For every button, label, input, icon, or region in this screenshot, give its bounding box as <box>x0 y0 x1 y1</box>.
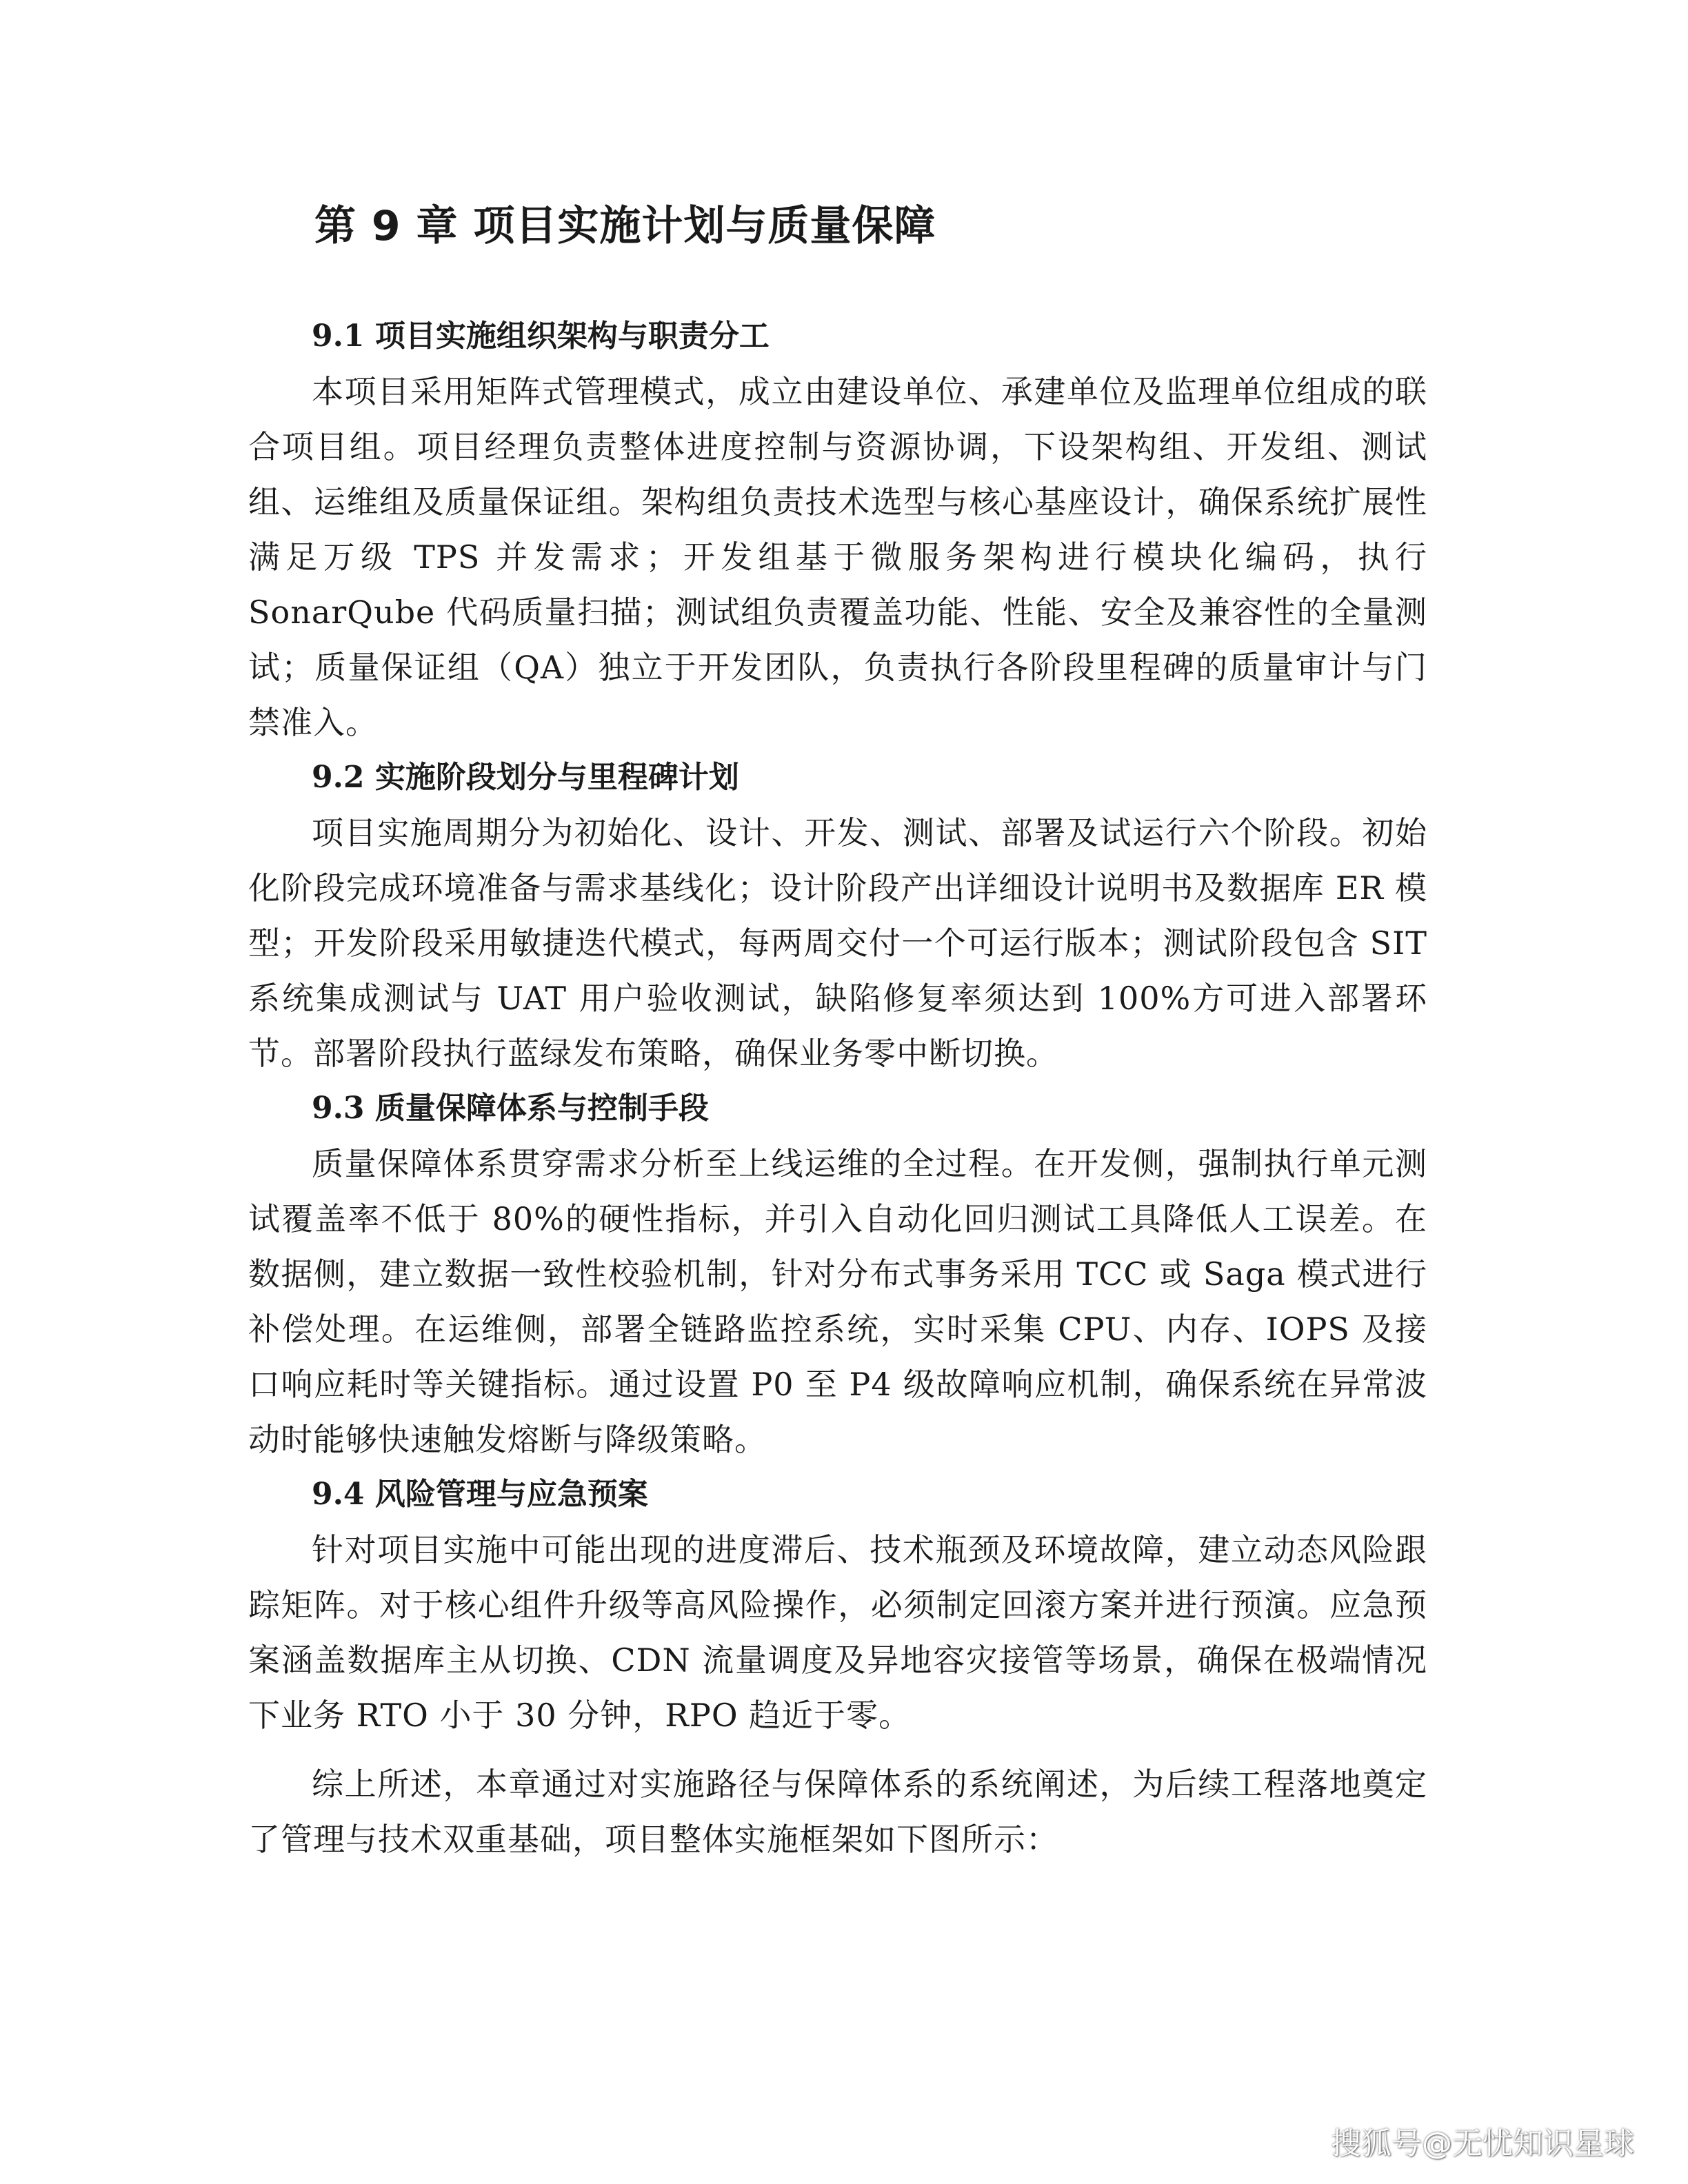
watermark-text: 搜狐号@无忧知识星球 <box>1331 2126 1634 2161</box>
section-heading: 9.3 质量保障体系与控制手段 <box>312 1091 709 1126</box>
section-9-3 <box>248 1081 1427 1467</box>
section-9-4 <box>248 1467 1427 1743</box>
section-paragraph: 针对项目实施中可能出现的进度滞后、技术瓶颈及环境故障，建立动态风险跟踪矩阵。对于核心组件升级等高风险操作，必须制定回滚方案并进行预演。应急预案涵盖数据库主从切换、CDN 流量调度及异地容灾接管等场景，确保在极端情况下业务 RTO 小于 30 分钟，RPO 趋近于零。 <box>248 1531 1427 1734</box>
spacer <box>248 1743 1427 1757</box>
section-heading: 9.1 项目实施组织架构与职责分工 <box>312 318 770 354</box>
section-paragraph: 质量保障体系贯穿需求分析至上线运维的全过程。在开发侧，强制执行单元测试覆盖率不低于 80%的硬性指标，并引入自动化回归测试工具降低人工误差。在数据侧，建立数据一致性校验机制，针对分布式事务采用 TCC 或 Saga 模式进行补偿处理。在运维侧，部署全链路监控系统，实时采集 CPU、内存、IOPS 及接口响应耗时等关键指标。通过设置 P0 至 P4 级故障响应机制，确保系统在异常波动时能够快速触发熔断与降级策略。 <box>248 1145 1427 1458</box>
section-paragraph: 本项目采用矩阵式管理模式，成立由建设单位、承建单位及监理单位组成的联合项目组。项目经理负责整体进度控制与资源协调，下设架构组、开发组、测试组、运维组及质量保证组。架构组负责技术选型与核心基座设计，确保系统扩展性满足万级 TPS 并发需求；开发组基于微服务架构进行模块化编码，执行 SonarQube 代码质量扫描；测试组负责覆盖功能、性能、安全及兼容性的全量测试；质量保证组（QA）独立于开发团队，负责执行各阶段里程碑的质量审计与门禁准入。 <box>248 373 1427 741</box>
conclusion-paragraph: 综上所述，本章通过对实施路径与保障体系的系统阐述，为后续工程落地奠定了管理与技术双重基础，项目整体实施框架如下图所示： <box>248 1766 1427 1858</box>
section-9-1 <box>248 309 1427 750</box>
section-heading: 9.4 风险管理与应急预案 <box>312 1477 648 1512</box>
chapter-title: 第 9 章 项目实施计划与质量保障 <box>314 202 936 250</box>
document-body <box>248 309 1427 1867</box>
section-heading: 9.2 实施阶段划分与里程碑计划 <box>312 760 739 795</box>
section-paragraph: 项目实施周期分为初始化、设计、开发、测试、部署及试运行六个阶段。初始化阶段完成环境准备与需求基线化；设计阶段产出详细设计说明书及数据库 ER 模型；开发阶段采用敏捷迭代模式，每两周交付一个可运行版本；测试阶段包含 SIT 系统集成测试与 UAT 用户验收测试，缺陷修复率须达到 100%方可进入部署环节。部署阶段执行蓝绿发布策略，确保业务零中断切换。 <box>248 814 1427 1072</box>
section-9-2 <box>248 750 1427 1081</box>
